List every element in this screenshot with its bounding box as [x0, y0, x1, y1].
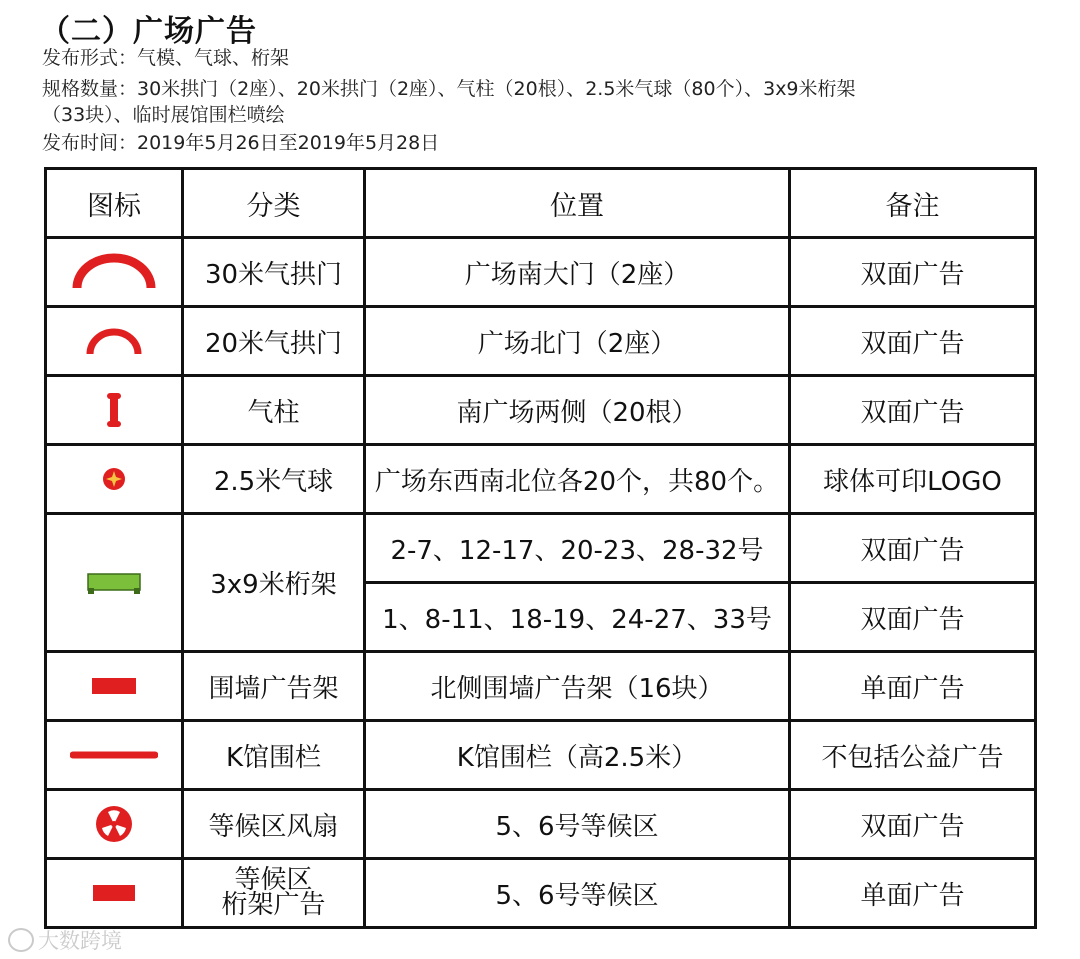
header-location: 位置: [365, 169, 790, 238]
category-cell: 气柱: [183, 376, 365, 445]
note-cell: 双面广告: [790, 583, 1036, 652]
location-cell: 广场东西南北位各20个，共80个。: [365, 445, 790, 514]
location-cell: 2-7、12-17、20-23、28-32号: [365, 514, 790, 583]
header-icon: 图标: [46, 169, 183, 238]
location-cell: 5、6号等候区: [365, 790, 790, 859]
fan-icon: [46, 790, 183, 859]
watermark-logo-icon: [8, 928, 34, 952]
location-cell: 5、6号等候区: [365, 859, 790, 928]
wall-board-icon: [46, 652, 183, 721]
table-row: [46, 652, 1036, 721]
table-row: [46, 859, 1036, 928]
note-cell: 双面广告: [790, 238, 1036, 307]
spec-text-line2: （33块）、临时展馆围栏喷绘: [42, 104, 285, 126]
arch-20m-icon: [46, 307, 183, 376]
category-cell: [183, 859, 365, 928]
category-line2: 桁架广告: [221, 890, 326, 920]
truss-icon: [46, 514, 183, 652]
header-note: 备注: [790, 169, 1036, 238]
ad-schedule-table: [44, 167, 1037, 929]
category-cell: 30米气拱门: [183, 238, 365, 307]
category-cell: 20米气拱门: [183, 307, 365, 376]
table-header-row: [46, 169, 1036, 238]
table-row: [46, 790, 1036, 859]
table-row: [46, 238, 1036, 307]
watermark: [8, 925, 122, 955]
spec-text-line1: 规格数量：30米拱门（2座）、20米拱门（2座）、气柱（20根）、2.5米气球（80个）、3x9米桁架: [42, 78, 856, 100]
note-cell: 单面广告: [790, 859, 1036, 928]
note-cell: 双面广告: [790, 307, 1036, 376]
note-cell: 球体可印LOGO: [790, 445, 1036, 514]
category-line1: 等候区: [234, 865, 313, 895]
page-title: （二）广场广告: [40, 14, 257, 49]
table-row: [46, 721, 1036, 790]
note-cell: 双面广告: [790, 514, 1036, 583]
category-cell: 3x9米桁架: [183, 514, 365, 652]
location-cell: 1、8-11、18-19、24-27、33号: [365, 583, 790, 652]
category-cell: 等候区风扇: [183, 790, 365, 859]
note-cell: 不包括公益广告: [790, 721, 1036, 790]
table-row: [46, 445, 1036, 514]
location-cell: 广场北门（2座）: [365, 307, 790, 376]
category-cell: 2.5米气球: [183, 445, 365, 514]
location-cell: 广场南大门（2座）: [365, 238, 790, 307]
fence-line-icon: [46, 721, 183, 790]
arch-30m-icon: [46, 238, 183, 307]
header-category: 分类: [183, 169, 365, 238]
location-cell: 北侧围墙广告架（16块）: [365, 652, 790, 721]
table-row: [46, 307, 1036, 376]
category-cell: K馆围栏: [183, 721, 365, 790]
note-cell: 双面广告: [790, 790, 1036, 859]
watermark-text: 大数跨境: [38, 929, 122, 953]
category-cell: 围墙广告架: [183, 652, 365, 721]
table-row: [46, 514, 1036, 583]
table-row: [46, 376, 1036, 445]
location-cell: K馆围栏（高2.5米）: [365, 721, 790, 790]
note-cell: 双面广告: [790, 376, 1036, 445]
location-cell: 南广场两侧（20根）: [365, 376, 790, 445]
publish-time-text: 发布时间：2019年5月26日至2019年5月28日: [42, 132, 440, 154]
waiting-truss-icon: [46, 859, 183, 928]
balloon-icon: [46, 445, 183, 514]
column-icon: [46, 376, 183, 445]
note-cell: 单面广告: [790, 652, 1036, 721]
publish-form-text: 发布形式：气模、气球、桁架: [42, 47, 290, 69]
